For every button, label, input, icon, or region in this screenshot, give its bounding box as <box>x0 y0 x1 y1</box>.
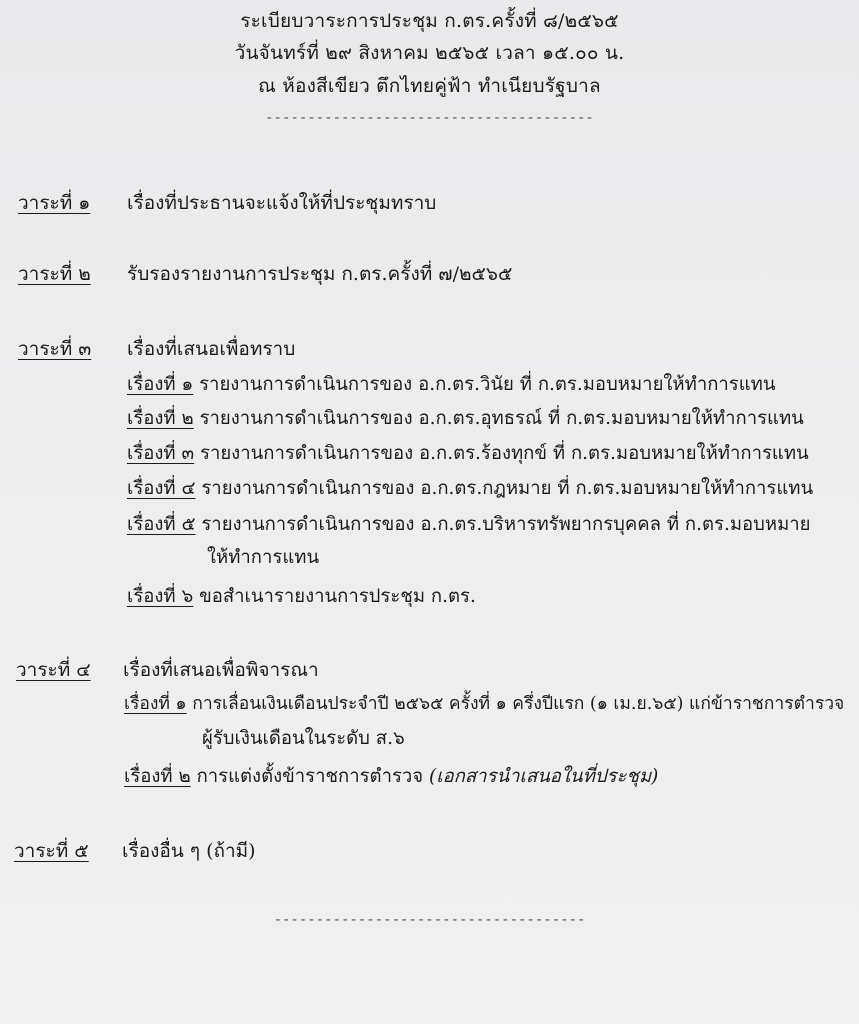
header-divider: --------------------------------------- <box>265 110 594 126</box>
agenda-2-label: วาระที่ ๒ <box>18 263 91 285</box>
item-text: การเลื่อนเงินเดือนประจำปี ๒๕๖๕ ครั้งที่ ๑ ครึ่งปีแรก (๑ เม.ย.๖๕) แก่ข้าราชการตำรวจ <box>186 694 845 714</box>
agenda-3-item-6 <box>127 582 476 611</box>
agenda-3-item-2 <box>127 404 804 433</box>
item-text: รายงานการดำเนินการของ อ.ก.ตร.วินัย ที่ ก.ตร.มอบหมายให้ทำการแทน <box>193 374 776 395</box>
item-label: เรื่องที่ ๔ <box>127 478 196 499</box>
agenda-3-item-1 <box>127 370 776 399</box>
item-text: ขอสำเนารายงานการประชุม ก.ตร. <box>193 586 476 607</box>
meeting-location: ณ ห้องสีเขียว ตึกไทยคู่ฟ้า ทำเนียบรัฐบาล <box>258 75 601 97</box>
item-label: เรื่องที่ ๑ <box>124 694 187 714</box>
agenda-4-item-1 <box>124 689 844 717</box>
agenda-3-item-5-continuation: ให้ทำการแทน <box>207 547 320 568</box>
agenda-3-item-4 <box>127 474 813 503</box>
agenda-3-text: เรื่องที่เสนอเพื่อทราบ <box>127 338 296 360</box>
item-text: รายงานการดำเนินการของ อ.ก.ตร.อุทธรณ์ ที่ ก.ตร.มอบหมายให้ทำการแทน <box>193 408 804 429</box>
agenda-4-item-2 <box>124 762 658 791</box>
footer-divider: ------------------------------------- <box>273 912 586 928</box>
agenda-1-label: วาระที่ ๑ <box>18 192 91 214</box>
meeting-date: วันจันทร์ที่ ๒๙ สิงหาคม ๒๕๖๕ เวลา ๑๕.๐๐ น. <box>234 42 625 64</box>
item-note: (เอกสารนำเสนอในที่ประชุม) <box>429 766 659 787</box>
item-label: เรื่องที่ ๒ <box>127 408 194 429</box>
item-text: รายงานการดำเนินการของ อ.ก.ตร.ร้องทุกข์ ที่ ก.ตร.มอบหมายให้ทำการแทน <box>194 443 809 464</box>
agenda-2-text: รับรองรายงานการประชุม ก.ตร.ครั้งที่ ๗/๒๕๖๕ <box>127 263 513 285</box>
agenda-4-label: วาระที่ ๔ <box>16 659 91 681</box>
agenda-4-item-1-continuation: ผู้รับเงินเดือนในระดับ ส.๖ <box>202 728 405 749</box>
agenda-3-item-5 <box>127 510 811 539</box>
item-label: เรื่องที่ ๕ <box>127 514 196 535</box>
item-label: เรื่องที่ ๑ <box>127 374 194 395</box>
item-text: รายงานการดำเนินการของ อ.ก.ตร.กฎหมาย ที่ ก.ตร.มอบหมายให้ทำการแทน <box>195 478 814 499</box>
item-label: เรื่องที่ ๒ <box>124 766 191 787</box>
item-text: การแต่งตั้งข้าราชการตำรวจ <box>190 766 430 787</box>
agenda-3-item-3 <box>127 439 809 468</box>
item-text: รายงานการดำเนินการของ อ.ก.ตร.บริหารทรัพยากรบุคคล ที่ ก.ตร.มอบหมาย <box>195 514 811 535</box>
agenda-5-label: วาระที่ ๕ <box>14 840 89 862</box>
agenda-5-text: เรื่องอื่น ๆ (ถ้ามี) <box>122 840 256 862</box>
agenda-4-text: เรื่องที่เสนอเพื่อพิจารณา <box>123 659 319 681</box>
agenda-3-label: วาระที่ ๓ <box>18 338 92 360</box>
item-label: เรื่องที่ ๓ <box>127 443 195 464</box>
item-label: เรื่องที่ ๖ <box>127 586 194 607</box>
document-title: ระเบียบวาระการประชุม ก.ตร.ครั้งที่ ๘/๒๕๖๕ <box>240 10 619 32</box>
agenda-1-text: เรื่องที่ประธานจะแจ้งให้ที่ประชุมทราบ <box>127 192 437 214</box>
